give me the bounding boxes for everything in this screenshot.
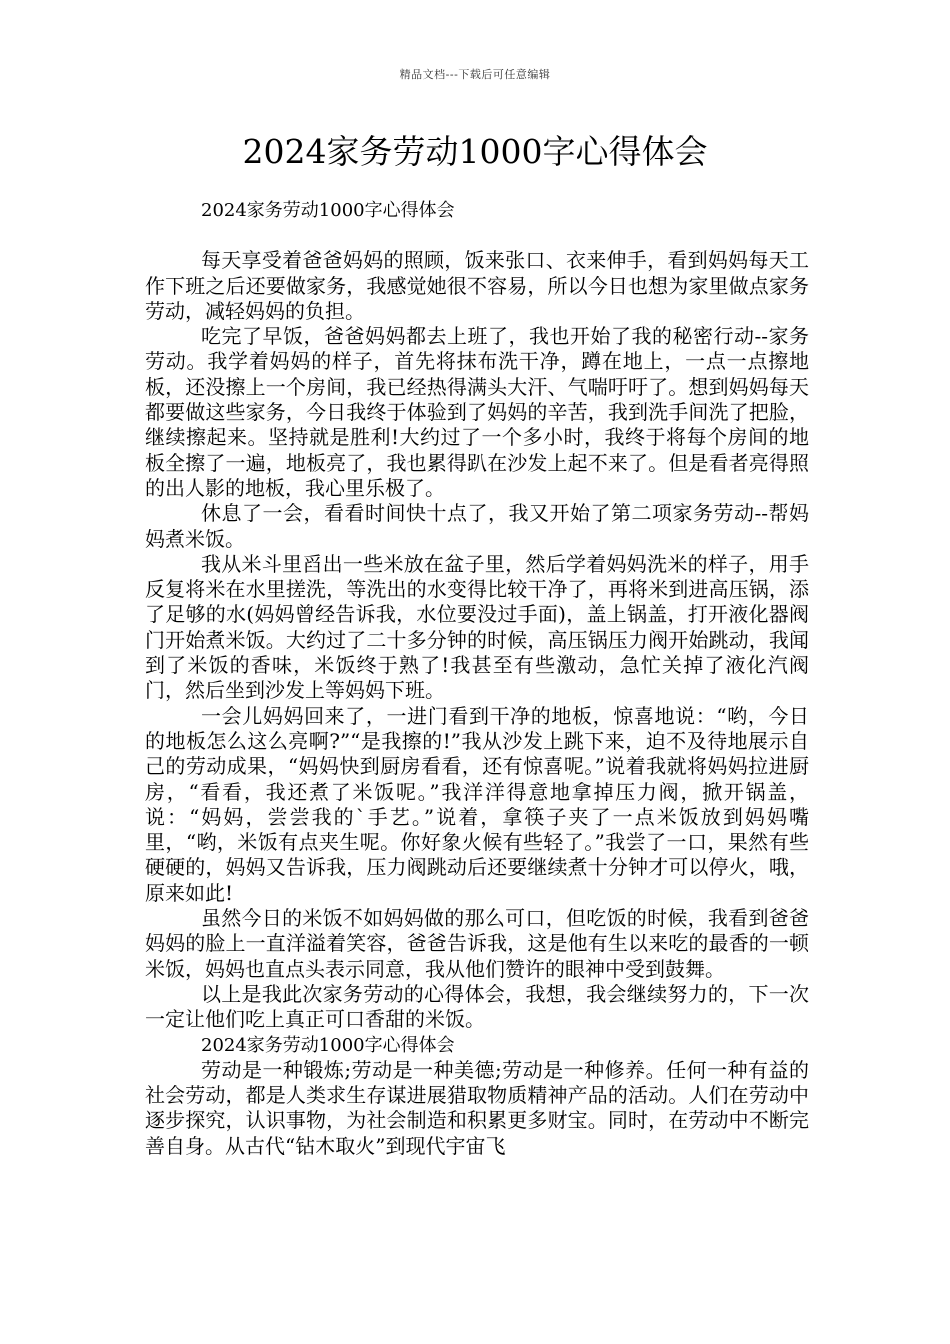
paragraph: 每天享受着爸爸妈妈的照顾，饭来张口、衣来伸手，看到妈妈每天工作下班之后还要做家务，我感觉她很不容易，所以今日也想为家里做点家务劳动，减轻妈妈的负担。 (145, 248, 809, 323)
section-subtitle: 2024家务劳动1000字心得体会 (201, 1034, 455, 1056)
document-body (145, 198, 809, 1159)
header-note: 精品文档---下载后可任意编辑 (399, 68, 551, 81)
paragraph: 吃完了早饭，爸爸妈妈都去上班了，我也开始了我的秘密行动--家务劳动。我学着妈妈的样子，首先将抹布洗干净，蹲在地上，一点一点擦地板，还没擦上一个房间，我已经热得满头大汗、气喘吁吁了。想到妈妈每天都要做这些家务，今日我终于体验到了妈妈的辛苦，我到洗手间洗了把脸，继续擦起来。坚持就是胜利!大约过了一个多小时，我终于将每个房间的地板全擦了一遍，地板亮了，我也累得趴在沙发上起不来了。但是看者亮得照的出人影的地板，我心里乐极了。 (145, 324, 809, 500)
paragraph: 一会儿妈妈回来了，一进门看到干净的地板，惊喜地说：“哟，今日的地板怎么这么亮啊?”“是我擦的!”我从沙发上跳下来，迫不及待地展示自己的劳动成果，“妈妈快到厨房看看，还有惊喜呢。”说着我就将妈妈拉进厨房，“看看，我还煮了米饭呢。”我洋洋得意地拿掉压力阀，掀开锅盖，说：“妈妈，尝尝我的`手艺。”说着，拿筷子夹了一点米饭放到妈妈嘴里，“哟，米饭有点夹生呢。你好象火候有些轻了。”我尝了一口，果然有些硬硬的，妈妈又告诉我，压力阀跳动后还要继续煮十分钟才可以停火，哦，原来如此! (145, 703, 809, 905)
paragraph: 我从米斗里舀出一些米放在盆子里，然后学着妈妈洗米的样子，用手反复将米在水里搓洗，等洗出的水变得比较干净了，再将米到进高压锅，添了足够的水(妈妈曾经告诉我，水位要没过手面)，盖上锅盖，打开液化器阀门开始煮米饭。大约过了二十多分钟的时候，高压锅压力阀开始跳动，我闻到了米饭的香味，米饭终于熟了!我甚至有些激动，急忙关掉了液化汽阀门，然后坐到沙发上等妈妈下班。 (145, 551, 809, 703)
paragraph: 休息了一会，看看时间快十点了，我又开始了第二项家务劳动--帮妈妈煮米饭。 (145, 501, 809, 551)
document-title: 2024家务劳动1000字心得体会 (242, 132, 708, 171)
paragraph: 劳动是一种锻炼;劳动是一种美德;劳动是一种修养。任何一种有益的社会劳动，都是人类求生存谋进展猎取物质精神产品的活动。人们在劳动中逐步探究，认识事物，为社会制造和积累更多财宝。同时，在劳动中不断完善自身。从古代“钻木取火”到现代宇宙飞 (145, 1057, 809, 1158)
paragraph: 虽然今日的米饭不如妈妈做的那么可口，但吃饭的时候，我看到爸爸妈妈的脸上一直洋溢着笑容，爸爸告诉我，这是他有生以来吃的最香的一顿米饭，妈妈也直点头表示同意，我从他们赞许的眼神中受到鼓舞。 (145, 906, 809, 981)
paragraph: 以上是我此次家务劳动的心得体会，我想，我会继续努力的，下一次一定让他们吃上真正可口香甜的米饭。 (145, 981, 809, 1032)
section-subtitle: 2024家务劳动1000字心得体会 (201, 200, 455, 221)
